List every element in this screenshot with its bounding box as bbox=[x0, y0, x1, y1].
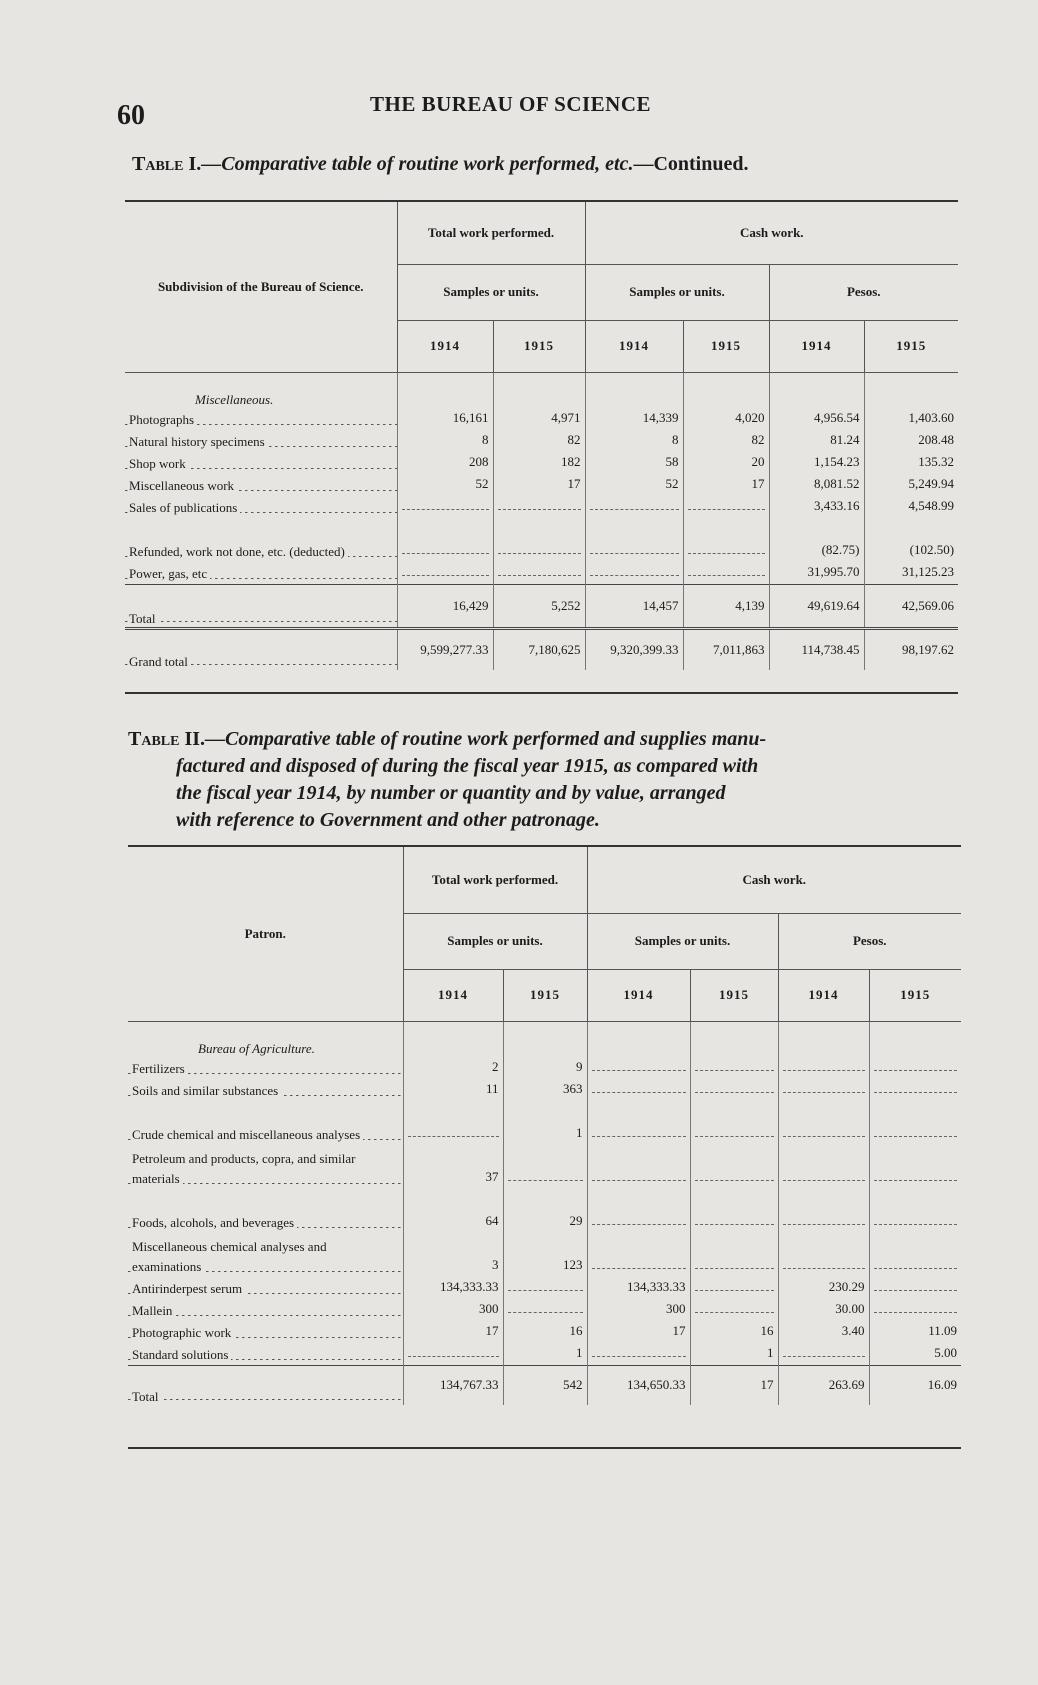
table-cell: 1,403.60 bbox=[864, 408, 958, 430]
table1-caption bbox=[132, 151, 962, 178]
table-row bbox=[125, 430, 958, 452]
row-label-text: Foods, alcohols, and beverages bbox=[132, 1215, 297, 1230]
t2-section-label: Bureau of Agriculture. bbox=[198, 1041, 315, 1056]
table-cell bbox=[403, 1021, 503, 1057]
t1-section-label: Miscellaneous. bbox=[195, 392, 274, 407]
table-row bbox=[128, 1101, 961, 1145]
row-label bbox=[128, 1365, 403, 1405]
table-row bbox=[128, 1233, 961, 1277]
leader-dots bbox=[783, 1069, 865, 1071]
row-label bbox=[128, 1321, 403, 1343]
table-cell bbox=[869, 1101, 961, 1145]
table-cell: 5,249.94 bbox=[864, 474, 958, 496]
row-label-text: Total bbox=[132, 1389, 162, 1404]
table-cell: 16 bbox=[690, 1321, 778, 1343]
table2-caption-label: Table II. bbox=[128, 728, 206, 750]
leader-dots bbox=[402, 552, 489, 554]
table-cell bbox=[587, 1079, 690, 1101]
row-label-text: Shop work bbox=[129, 456, 189, 471]
table-cell bbox=[683, 496, 769, 518]
table-cell bbox=[493, 496, 585, 518]
t1-year: 1914 bbox=[397, 320, 493, 372]
row-label bbox=[125, 496, 397, 518]
leader-dots bbox=[874, 1179, 958, 1181]
row-label bbox=[125, 518, 397, 562]
table-cell bbox=[690, 1101, 778, 1145]
table-cell: 31,125.23 bbox=[864, 562, 958, 584]
t1-header-total-work bbox=[397, 202, 585, 264]
row-label bbox=[128, 1277, 403, 1299]
table-cell: 8,081.52 bbox=[769, 474, 864, 496]
row-label bbox=[125, 452, 397, 474]
leader-dots bbox=[874, 1091, 958, 1093]
table-cell: 16,161 bbox=[397, 408, 493, 430]
table-cell: 1 bbox=[503, 1101, 587, 1145]
leader-dots bbox=[592, 1179, 686, 1181]
leader-dots bbox=[508, 1311, 583, 1313]
table-cell bbox=[869, 1233, 961, 1277]
leader-dots bbox=[783, 1179, 865, 1181]
table-cell bbox=[397, 518, 493, 562]
leader-dots bbox=[874, 1069, 958, 1071]
table-cell bbox=[869, 1057, 961, 1079]
leader-dots bbox=[695, 1267, 774, 1269]
grand-total-row bbox=[125, 628, 958, 670]
table-cell bbox=[778, 1101, 869, 1145]
table-cell: 182 bbox=[493, 452, 585, 474]
leader-dots bbox=[508, 1289, 583, 1291]
table2-caption bbox=[128, 726, 964, 834]
row-label-text: Crude chemical and miscellaneous analyses bbox=[132, 1127, 363, 1142]
table-cell: 58 bbox=[585, 452, 683, 474]
t1-header-subdivision-text: Subdivision of the Bureau of Science. bbox=[157, 278, 364, 294]
row-label bbox=[125, 474, 397, 496]
row-label bbox=[128, 1145, 403, 1189]
table-cell: 3,433.16 bbox=[769, 496, 864, 518]
table-cell: 11 bbox=[403, 1079, 503, 1101]
table-cell: 1,154.23 bbox=[769, 452, 864, 474]
t2-header-samples-cash: Samples or units. bbox=[587, 913, 778, 969]
table-cell bbox=[397, 372, 493, 408]
row-label-text: Miscellaneous chemical analyses and examinations bbox=[132, 1239, 327, 1274]
table-cell bbox=[690, 1277, 778, 1299]
t1-year: 1915 bbox=[493, 320, 585, 372]
table-cell bbox=[585, 372, 683, 408]
leader-dots bbox=[688, 552, 765, 554]
table-cell: 31,995.70 bbox=[769, 562, 864, 584]
row-label-text: Total bbox=[129, 611, 159, 626]
leader-dots bbox=[408, 1355, 499, 1357]
table-cell bbox=[769, 372, 864, 408]
t2-header-total-work-text: Total work performed. bbox=[431, 871, 559, 887]
table-cell: 4,020 bbox=[683, 408, 769, 430]
table-cell: 14,457 bbox=[585, 584, 683, 628]
leader-dots bbox=[590, 552, 679, 554]
leader-dots bbox=[695, 1091, 774, 1093]
leader-dots bbox=[592, 1223, 686, 1225]
t2-header-total-work bbox=[403, 847, 587, 913]
table1-caption-text: —Comparative table of routine work performed, etc. bbox=[201, 153, 634, 175]
table-cell: 4,971 bbox=[493, 408, 585, 430]
table-cell: 16.09 bbox=[869, 1365, 961, 1405]
leader-dots bbox=[688, 508, 765, 510]
table-cell: 11.09 bbox=[869, 1321, 961, 1343]
table-cell: 4,139 bbox=[683, 584, 769, 628]
table-cell: 263.69 bbox=[778, 1365, 869, 1405]
leader-dots bbox=[874, 1223, 958, 1225]
t1-year: 1915 bbox=[864, 320, 958, 372]
table-cell bbox=[493, 372, 585, 408]
table-cell: 208.48 bbox=[864, 430, 958, 452]
t1-header-pesos: Pesos. bbox=[769, 264, 958, 320]
table-cell: 208 bbox=[397, 452, 493, 474]
table-cell: 3 bbox=[403, 1233, 503, 1277]
table-cell bbox=[587, 1057, 690, 1079]
t1-header-total-work-text: Total work performed. bbox=[427, 224, 555, 240]
table-cell: 17 bbox=[587, 1321, 690, 1343]
leader-dots bbox=[590, 574, 679, 576]
total-row bbox=[128, 1365, 961, 1405]
table-cell: 42,569.06 bbox=[864, 584, 958, 628]
t1-header-subdivision bbox=[125, 202, 397, 372]
row-label-text: Sales of publications bbox=[129, 500, 240, 515]
page-number: 60 bbox=[117, 100, 145, 131]
table-row bbox=[125, 562, 958, 584]
table-cell bbox=[778, 1189, 869, 1233]
leader-dots bbox=[498, 574, 581, 576]
row-label-text: Power, gas, etc bbox=[129, 566, 210, 581]
table-cell bbox=[587, 1145, 690, 1189]
table2-caption-line2: factured and disposed of during the fiscal year 1915, as compared with bbox=[176, 755, 759, 777]
table-row bbox=[128, 1189, 961, 1233]
t2-year: 1915 bbox=[690, 969, 778, 1021]
table-cell bbox=[585, 496, 683, 518]
t2-year: 1914 bbox=[587, 969, 690, 1021]
table-cell bbox=[869, 1145, 961, 1189]
leader-dots bbox=[783, 1091, 865, 1093]
table-row bbox=[128, 1079, 961, 1101]
table-cell: 9,320,399.33 bbox=[585, 628, 683, 670]
leader-dots bbox=[695, 1289, 774, 1291]
table-cell: 9 bbox=[503, 1057, 587, 1079]
table-cell: 363 bbox=[503, 1079, 587, 1101]
table-cell: 17 bbox=[493, 474, 585, 496]
table-row bbox=[125, 474, 958, 496]
table-cell: 1 bbox=[503, 1343, 587, 1365]
row-label bbox=[128, 1189, 403, 1233]
row-label bbox=[125, 584, 397, 628]
table-cell bbox=[587, 1343, 690, 1365]
table-cell bbox=[869, 1277, 961, 1299]
table-cell: 29 bbox=[503, 1189, 587, 1233]
table-row bbox=[128, 1343, 961, 1365]
table-cell: 98,197.62 bbox=[864, 628, 958, 670]
table-cell bbox=[869, 1299, 961, 1321]
row-label-text: Antirinderpest serum bbox=[132, 1281, 245, 1296]
row-label-text: Standard solutions bbox=[132, 1347, 231, 1362]
table-cell bbox=[690, 1299, 778, 1321]
row-label-text: Miscellaneous work bbox=[129, 478, 237, 493]
table-cell bbox=[778, 1145, 869, 1189]
row-label-text: Fertilizers bbox=[132, 1061, 188, 1076]
t1-header-cash-work-text: Cash work. bbox=[739, 224, 804, 240]
table1-caption-suffix: —Continued. bbox=[633, 153, 749, 175]
t1-header-samples-cash: Samples or units. bbox=[585, 264, 769, 320]
table-cell: 30.00 bbox=[778, 1299, 869, 1321]
table-cell bbox=[585, 518, 683, 562]
table-cell: 5.00 bbox=[869, 1343, 961, 1365]
row-label-text: Photographic work bbox=[132, 1325, 234, 1340]
table-cell bbox=[690, 1145, 778, 1189]
table-cell: 64 bbox=[403, 1189, 503, 1233]
table-cell: 20 bbox=[683, 452, 769, 474]
table-cell: 135.32 bbox=[864, 452, 958, 474]
leader-dots bbox=[695, 1223, 774, 1225]
table-cell: 7,180,625 bbox=[493, 628, 585, 670]
table-cell bbox=[503, 1299, 587, 1321]
table-cell bbox=[690, 1233, 778, 1277]
table-cell: (82.75) bbox=[769, 518, 864, 562]
t1-year: 1914 bbox=[585, 320, 683, 372]
table-cell bbox=[683, 518, 769, 562]
table-cell: 81.24 bbox=[769, 430, 864, 452]
table-cell: 52 bbox=[397, 474, 493, 496]
table-cell: 37 bbox=[403, 1145, 503, 1189]
table-cell bbox=[587, 1101, 690, 1145]
t2-header-samples-total: Samples or units. bbox=[403, 913, 587, 969]
table-cell bbox=[503, 1021, 587, 1057]
table-cell: 17 bbox=[690, 1365, 778, 1405]
table-cell: 17 bbox=[403, 1321, 503, 1343]
table-cell bbox=[690, 1189, 778, 1233]
table-cell bbox=[778, 1233, 869, 1277]
table-cell bbox=[587, 1233, 690, 1277]
table-row bbox=[128, 1321, 961, 1343]
table-cell: 3.40 bbox=[778, 1321, 869, 1343]
table-cell bbox=[869, 1079, 961, 1101]
table-cell: 134,650.33 bbox=[587, 1365, 690, 1405]
total-row bbox=[125, 584, 958, 628]
table-row bbox=[125, 496, 958, 518]
t2-year: 1915 bbox=[503, 969, 587, 1021]
row-label-text: Soils and similar substances bbox=[132, 1083, 281, 1098]
row-label bbox=[128, 1299, 403, 1321]
table-cell bbox=[503, 1145, 587, 1189]
row-label bbox=[125, 562, 397, 584]
table-cell bbox=[587, 1021, 690, 1057]
table-cell bbox=[585, 562, 683, 584]
table-cell: 9,599,277.33 bbox=[397, 628, 493, 670]
table-cell bbox=[690, 1021, 778, 1057]
table-cell bbox=[683, 562, 769, 584]
table2-caption-line1: —Comparative table of routine work performed and supplies manu- bbox=[205, 728, 767, 750]
row-label-text: Refunded, work not done, etc. (deducted) bbox=[129, 544, 348, 559]
table-cell: 1 bbox=[690, 1343, 778, 1365]
table-cell: 300 bbox=[403, 1299, 503, 1321]
table-row bbox=[128, 1057, 961, 1079]
leader-dots bbox=[695, 1069, 774, 1071]
table-cell: 8 bbox=[585, 430, 683, 452]
row-label bbox=[125, 430, 397, 452]
row-label-text: Mallein bbox=[132, 1303, 175, 1318]
table-row bbox=[128, 1145, 961, 1189]
row-label bbox=[128, 1101, 403, 1145]
leader-dots bbox=[590, 508, 679, 510]
table-cell: 134,767.33 bbox=[403, 1365, 503, 1405]
table-cell bbox=[778, 1343, 869, 1365]
leader-dots bbox=[592, 1355, 686, 1357]
leader-dots bbox=[402, 574, 489, 576]
leader-dots bbox=[498, 508, 581, 510]
table-cell bbox=[778, 1057, 869, 1079]
t1-header-cash-work bbox=[585, 202, 958, 264]
row-label bbox=[125, 408, 397, 430]
table-cell bbox=[778, 1021, 869, 1057]
table-cell: 2 bbox=[403, 1057, 503, 1079]
leader-dots bbox=[508, 1179, 583, 1181]
table-cell: 4,956.54 bbox=[769, 408, 864, 430]
row-label-text: Photographs bbox=[129, 412, 197, 427]
row-label bbox=[128, 1343, 403, 1365]
row-label-text: Petroleum and products, copra, and similar materials bbox=[132, 1151, 356, 1186]
t1-year: 1915 bbox=[683, 320, 769, 372]
table-cell bbox=[869, 1189, 961, 1233]
leader-dots bbox=[695, 1135, 774, 1137]
table-cell: 52 bbox=[585, 474, 683, 496]
table-cell: 14,339 bbox=[585, 408, 683, 430]
t1-header-samples-total: Samples or units. bbox=[397, 264, 585, 320]
table1 bbox=[125, 202, 958, 670]
table-cell: 300 bbox=[587, 1299, 690, 1321]
leader-dots bbox=[498, 552, 581, 554]
leader-dots bbox=[592, 1091, 686, 1093]
table-cell: 134,333.33 bbox=[587, 1277, 690, 1299]
table-cell: 230.29 bbox=[778, 1277, 869, 1299]
leader-dots bbox=[874, 1289, 958, 1291]
table-cell: 82 bbox=[683, 430, 769, 452]
table-cell: 49,619.64 bbox=[769, 584, 864, 628]
table2-caption-line3: the fiscal year 1914, by number or quantity and by value, arranged bbox=[176, 782, 726, 804]
table-cell: 17 bbox=[683, 474, 769, 496]
leader-dots bbox=[408, 1135, 499, 1137]
table-row bbox=[125, 452, 958, 474]
t1-year: 1914 bbox=[769, 320, 864, 372]
leader-dots bbox=[874, 1311, 958, 1313]
table-cell bbox=[493, 562, 585, 584]
t2-year: 1914 bbox=[403, 969, 503, 1021]
table-cell: 114,738.45 bbox=[769, 628, 864, 670]
leader-dots bbox=[874, 1267, 958, 1269]
leader-dots bbox=[592, 1069, 686, 1071]
leader-dots bbox=[783, 1135, 865, 1137]
row-label-text: Natural history specimens bbox=[129, 434, 268, 449]
running-head: THE BUREAU OF SCIENCE bbox=[370, 92, 652, 116]
table-row bbox=[125, 518, 958, 562]
table-cell: (102.50) bbox=[864, 518, 958, 562]
t2-header-patron: Patron. bbox=[128, 847, 403, 1021]
table-cell: 16,429 bbox=[397, 584, 493, 628]
table-cell bbox=[690, 1079, 778, 1101]
table-cell bbox=[587, 1189, 690, 1233]
table-cell bbox=[397, 562, 493, 584]
leader-dots bbox=[874, 1135, 958, 1137]
table2-caption-line4: with reference to Government and other patronage. bbox=[176, 809, 600, 831]
table-cell bbox=[403, 1101, 503, 1145]
row-label bbox=[125, 628, 397, 670]
table-cell bbox=[503, 1277, 587, 1299]
table-cell: 134,333.33 bbox=[403, 1277, 503, 1299]
leader-dots bbox=[695, 1311, 774, 1313]
table-cell bbox=[690, 1057, 778, 1079]
t2-year: 1915 bbox=[869, 969, 961, 1021]
leader-dots bbox=[592, 1135, 686, 1137]
table-cell bbox=[864, 372, 958, 408]
table-cell: 7,011,863 bbox=[683, 628, 769, 670]
table-cell: 4,548.99 bbox=[864, 496, 958, 518]
table-cell: 123 bbox=[503, 1233, 587, 1277]
leader-dots bbox=[783, 1355, 865, 1357]
leader-dots bbox=[402, 508, 489, 510]
table-cell: 16 bbox=[503, 1321, 587, 1343]
row-label bbox=[128, 1233, 403, 1277]
table-cell: 8 bbox=[397, 430, 493, 452]
table1-caption-label: Table I. bbox=[132, 153, 202, 175]
leader-dots bbox=[783, 1223, 865, 1225]
row-label bbox=[128, 1079, 403, 1101]
t2-header-pesos: Pesos. bbox=[778, 913, 961, 969]
table-cell bbox=[493, 518, 585, 562]
table-row bbox=[128, 1299, 961, 1321]
table-cell: 542 bbox=[503, 1365, 587, 1405]
t2-year: 1914 bbox=[778, 969, 869, 1021]
table2 bbox=[128, 847, 961, 1405]
leader-dots bbox=[688, 574, 765, 576]
row-label-text: Grand total bbox=[129, 654, 191, 669]
table-cell bbox=[778, 1079, 869, 1101]
table-row bbox=[128, 1277, 961, 1299]
table-row bbox=[125, 408, 958, 430]
table-cell: 82 bbox=[493, 430, 585, 452]
table-cell: 5,252 bbox=[493, 584, 585, 628]
leader-dots bbox=[592, 1267, 686, 1269]
table-cell bbox=[403, 1343, 503, 1365]
table-cell bbox=[397, 496, 493, 518]
leader-dots bbox=[783, 1267, 865, 1269]
table-cell bbox=[869, 1021, 961, 1057]
t2-header-cash-work: Cash work. bbox=[587, 847, 961, 913]
table-cell bbox=[683, 372, 769, 408]
leader-dots bbox=[695, 1179, 774, 1181]
row-label bbox=[128, 1057, 403, 1079]
